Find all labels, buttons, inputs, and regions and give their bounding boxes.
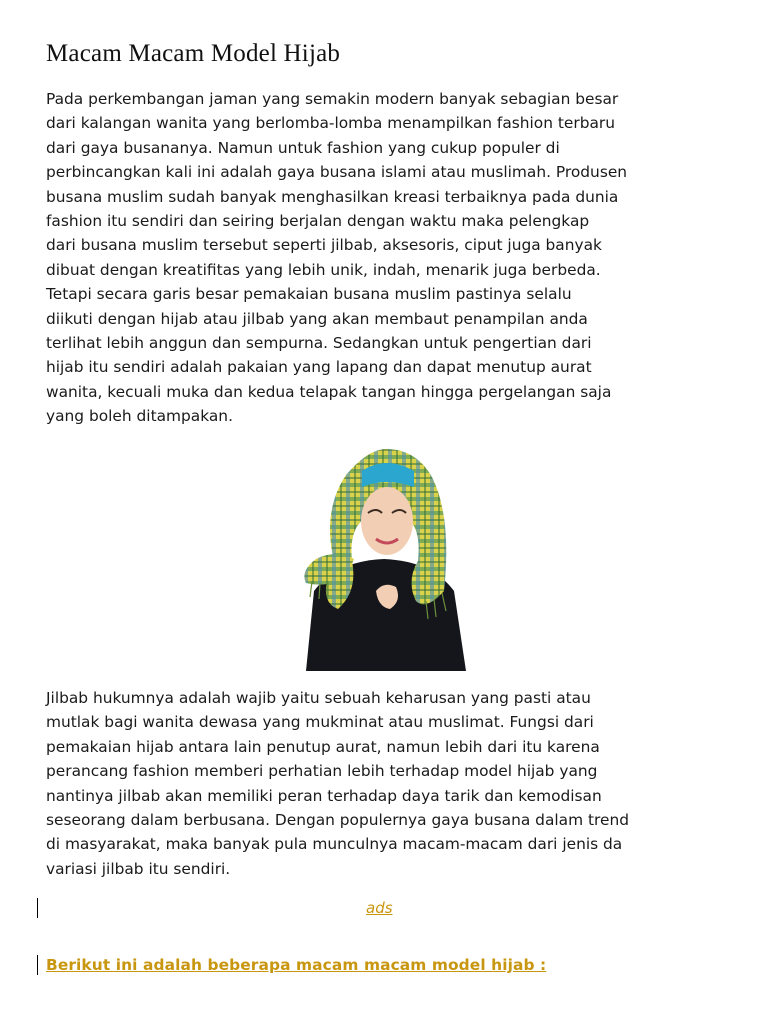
text-cursor-mark [37,898,38,918]
hijab-model-photo [276,441,493,671]
hijab-model-illustration [276,441,493,671]
ads-link[interactable]: ads [366,899,393,917]
text-cursor-mark [37,955,38,975]
hijab-models-list-heading-link[interactable]: Berikut ini adalah beberapa macam macam model hijab : [46,956,547,974]
page-title: Macam Macam Model Hijab [46,40,341,67]
body-paragraph: Jilbab hukumnya adalah wajib yaitu sebuah keharusan yang pasti atau mutlak bagi wanita dewasa yang mukminat atau muslimat. Fungsi dari pemakaian hijab antara lain penutup aurat, namun lebih dari itu karena perancang fashion memberi perhatian lebih terhadap model hijab yang nantinya jilbab akan memiliki peran terhadap daya tarik dan kemodisan seseorang dalam berbusana. Dengan populernya gaya busana dalam trend di masyarakat, maka banyak pula munculnya macam-macam dari jenis da variasi jilbab itu sendiri. [46,689,629,878]
intro-paragraph: Pada perkembangan jaman yang semakin modern banyak sebagian besar dari kalangan wanita yang berlomba-lomba menampilkan fashion terbaru dari gaya busananya. Namun untuk fashion yang cukup populer di perbincangkan kali ini adalah gaya busana islami atau muslimah. Produsen busana muslim sudah banyak menghasilkan kreasi terbaiknya pada dunia fashion itu sendiri dan seiring berjalan dengan waktu maka pelengkap dari busana muslim tersebut seperti jilbab, aksesoris, ciput juga banyak dibuat dengan kreatifitas yang lebih unik, indah, menarik juga berbeda. Tetapi secara garis besar pemakaian busana muslim pastinya selalu diikuti dengan hijab atau jilbab yang akan membaut penampilan anda terlihat lebih anggun dan sempurna. Sedangkan untuk pengertian dari hijab itu sendiri adalah pakaian yang lapang dan dapat menutup aurat wanita, kecuali muka dan kedua telapak tangan hingga pergelangan saja yang boleh ditampakan. [46,90,628,426]
